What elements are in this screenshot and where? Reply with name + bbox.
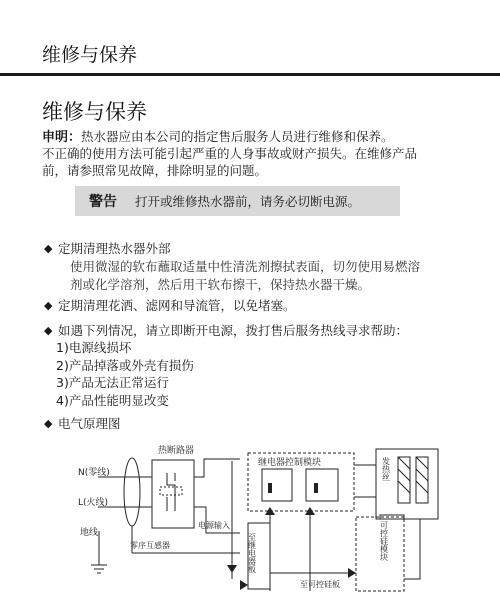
to-relay-board-label: 至继电器板: [247, 533, 257, 573]
heating-element-1: [398, 457, 410, 503]
statement-line-3: 前，请参照常见故障，排除明显的问题。: [42, 163, 268, 178]
header-divider: [0, 73, 500, 76]
diamond-bullet-icon: ◆: [44, 417, 53, 430]
ground-label: 地线: [80, 528, 99, 538]
bullet-power-off: [44, 322, 408, 339]
statement-lead: 申明：: [42, 130, 82, 145]
power-input-label: 电源输入: [198, 521, 230, 530]
arrow-icon: [227, 565, 237, 573]
electrical-diagram: [0, 435, 500, 600]
scr-module-label: 可控硅模块: [379, 521, 389, 561]
diagram-title: 电气原理图: [58, 416, 121, 431]
heating-element-2: [416, 457, 428, 503]
bullet-diagram: [44, 415, 121, 432]
diamond-bullet-icon: ◆: [44, 299, 53, 312]
list-item: 4)产品性能明显改变: [56, 392, 169, 408]
relay-left-pin: [268, 483, 272, 493]
relay-right-pin: [314, 483, 318, 493]
statement-line-1: [42, 128, 462, 146]
breaker-contacts: [167, 473, 175, 511]
breaker-label: 热断路器: [158, 446, 195, 456]
to-scr-board-label: 至可控硅板: [300, 580, 340, 589]
diamond-bullet-icon: ◆: [44, 324, 53, 337]
heating-wire-label: 发热丝: [381, 457, 391, 481]
warning-text: 打开或维修热水器前，请务必切断电源。: [135, 194, 361, 209]
clean-exterior-title: 定期清理热水器外部: [58, 241, 171, 256]
live-label: L(火线): [78, 498, 109, 508]
heating-element-hatch: [398, 457, 428, 493]
arrow-icon: [348, 568, 356, 578]
clean-exterior-line-1: 使用微湿的软布蘸取适量中性清洗剂擦拭表面，切勿使用易燃溶: [70, 259, 421, 274]
neutral-label: N(零线): [78, 468, 110, 478]
board-wires: [232, 461, 310, 591]
relay-module-label: 继电器控制模块: [258, 458, 322, 468]
relay-output-wires: [354, 465, 376, 497]
bullet-clean-exterior: [44, 240, 171, 257]
statement-text-1: 热水器应由本公司的指定售后服务人员进行维修和保养。: [81, 129, 394, 144]
power-off-list: [56, 339, 194, 409]
diamond-bullet-icon: ◆: [44, 242, 53, 255]
power-off-title: 如遇下列情况，请立即断开电源，拨打售后服务热线寻求帮助：: [58, 323, 409, 338]
relay-right: [306, 469, 338, 501]
zero-seq-transformer: [124, 458, 140, 526]
statement-line-2: 不正确的使用方法可能引起严重的人身事故或财产损失。在维修产品: [42, 146, 418, 161]
clean-filter-text: 定期清理花洒、滤网和导流管，以免堵塞。: [58, 298, 296, 313]
section-title: 维修与保养: [42, 100, 147, 124]
bullet-clean-filter: [44, 297, 296, 314]
breaker-box: [152, 460, 194, 528]
clean-exterior-line-2: 剂或化学溶剂，然后用干软布擦干，保持热水器干燥。: [70, 277, 371, 292]
list-item: 2)产品掉落或外壳有损伤: [56, 357, 194, 373]
warning-label: 警告: [89, 194, 117, 210]
arrow-icon: [240, 580, 248, 590]
list-item: 3)产品无法正常运行: [56, 375, 169, 390]
header-title: 维修与保养: [42, 44, 138, 66]
warning-box: [75, 186, 400, 216]
zero-seq-label: 零序互感器: [130, 541, 170, 550]
list-item: 1)电源线损坏: [56, 340, 132, 355]
relay-left: [262, 469, 292, 501]
breaker-switch: [160, 487, 182, 495]
